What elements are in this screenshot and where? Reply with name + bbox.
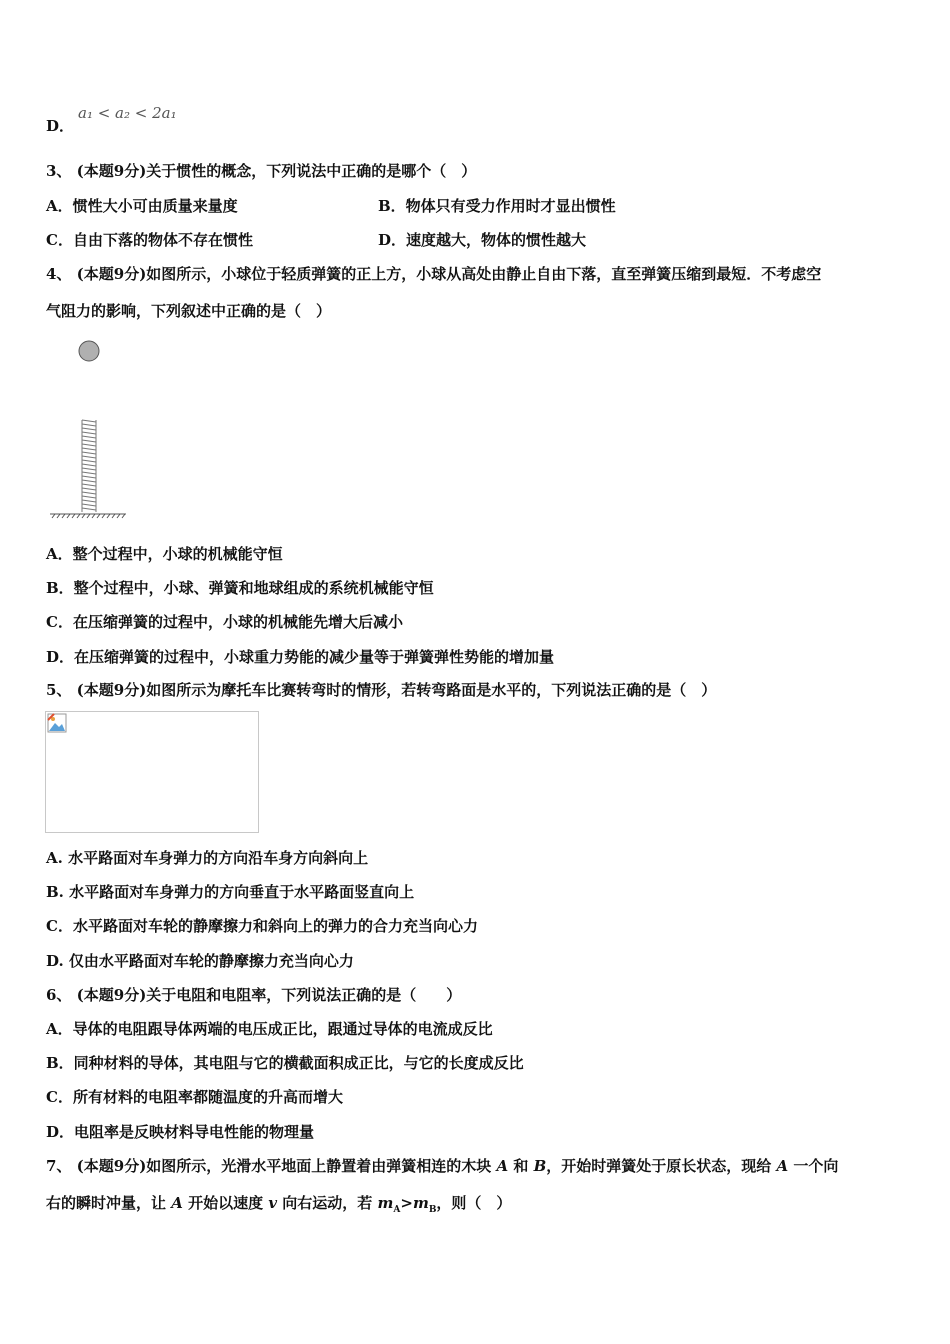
q7-text-2b: 开始以速度 [182, 1194, 269, 1212]
formula-text: a₁ < a₂ < 2a₁ [78, 104, 177, 122]
q2-option-d-formula [78, 104, 177, 122]
ball [79, 341, 99, 361]
q7-gt: > [400, 1194, 413, 1212]
q7-sub-a: A [393, 1205, 401, 1215]
q7-text-1a: 7、 (本题9分)如图所示，光滑水平地面上静置着由弹簧相连的木块 [46, 1157, 497, 1175]
q5-stem: 5、 (本题9分)如图所示为摩托车比赛转弯时的情形，若转弯路面是水平的，下列说法正确的是（ ） [46, 681, 717, 699]
q4-stem-line2: 气阻力的影响，下列叙述中正确的是（ ） [46, 302, 332, 320]
q7-stem-line1 [46, 1156, 838, 1176]
q4-option-c: C．在压缩弹簧的过程中，小球的机械能先增大后减小 [46, 613, 403, 631]
ground [50, 514, 126, 518]
q7-stem-line2 [46, 1193, 511, 1220]
q4-stem-line1: 4、 (本题9分)如图所示，小球位于轻质弹簧的正上方，小球从高处由静止自由下落，直至弹簧压缩到最短．不考虑空 [46, 265, 822, 283]
q4-option-a: A．整个过程中，小球的机械能守恒 [46, 545, 283, 563]
q6-option-b: B．同种材料的导体，其电阻与它的横截面积成正比，与它的长度成反比 [46, 1054, 524, 1072]
q7-var-a2: A [776, 1157, 789, 1175]
q7-text-2a: 右的瞬时冲量，让 [46, 1194, 172, 1212]
q5-option-a: A. 水平路面对车身弹力的方向沿车身方向斜向上 [46, 849, 369, 867]
q6-option-d: D．电阻率是反映材料导电性能的物理量 [46, 1123, 315, 1141]
q2-option-d-label: D． [46, 117, 75, 135]
q6-option-c: C．所有材料的电阻率都随温度的升高而增大 [46, 1088, 343, 1106]
q4-option-d: D．在压缩弹簧的过程中，小球重力势能的减少量等于弹簧弹性势能的增加量 [46, 648, 555, 666]
q3-option-b: B．物体只有受力作用时才显出惯性 [378, 197, 616, 215]
q5-option-c: C．水平路面对车轮的静摩擦力和斜向上的弹力的合力充当向心力 [46, 917, 478, 935]
q7-text-2d: ，则（ ） [436, 1194, 512, 1212]
q7-var-a: A [496, 1157, 509, 1175]
spring [82, 420, 96, 512]
q6-option-a: A．导体的电阻跟导体两端的电压成正比，跟通过导体的电流成反比 [46, 1020, 493, 1038]
q7-text-and: 和 [508, 1157, 534, 1175]
q7-var-b: B [533, 1157, 547, 1175]
broken-image-icon [47, 713, 67, 733]
q7-var-ma: m [377, 1194, 394, 1212]
q7-var-mb: m [412, 1194, 429, 1212]
q7-var-v: v [268, 1194, 278, 1212]
q7-text-1b: ，开始时弹簧处于原长状态，现给 [546, 1157, 777, 1175]
q3-option-c: C．自由下落的物体不存在惯性 [46, 231, 253, 249]
q4-option-b: B．整个过程中，小球、弹簧和地球组成的系统机械能守恒 [46, 579, 434, 597]
q6-stem: 6、 (本题9分)关于电阻和电阻率，下列说法正确的是（ ） [46, 986, 462, 1004]
q3-option-a: A．惯性大小可由质量来量度 [46, 197, 238, 215]
q7-var-a3: A [171, 1194, 183, 1212]
q3-stem: 3、 (本题9分)关于惯性的概念，下列说法中正确的是哪个（ ） [46, 162, 477, 180]
q5-option-b: B. 水平路面对车身弹力的方向垂直于水平路面竖直向上 [46, 883, 415, 901]
q5-option-d: D. 仅由水平路面对车轮的静摩擦力充当向心力 [46, 952, 354, 970]
q7-text-2c: 向右运动，若 [277, 1194, 378, 1212]
q3-option-d: D．速度越大，物体的惯性越大 [378, 231, 587, 249]
broken-image-placeholder [45, 711, 259, 833]
ball-spring-figure [46, 340, 136, 522]
q7-sub-b: B [428, 1205, 437, 1215]
q7-text-1c: 一个向 [788, 1157, 839, 1175]
